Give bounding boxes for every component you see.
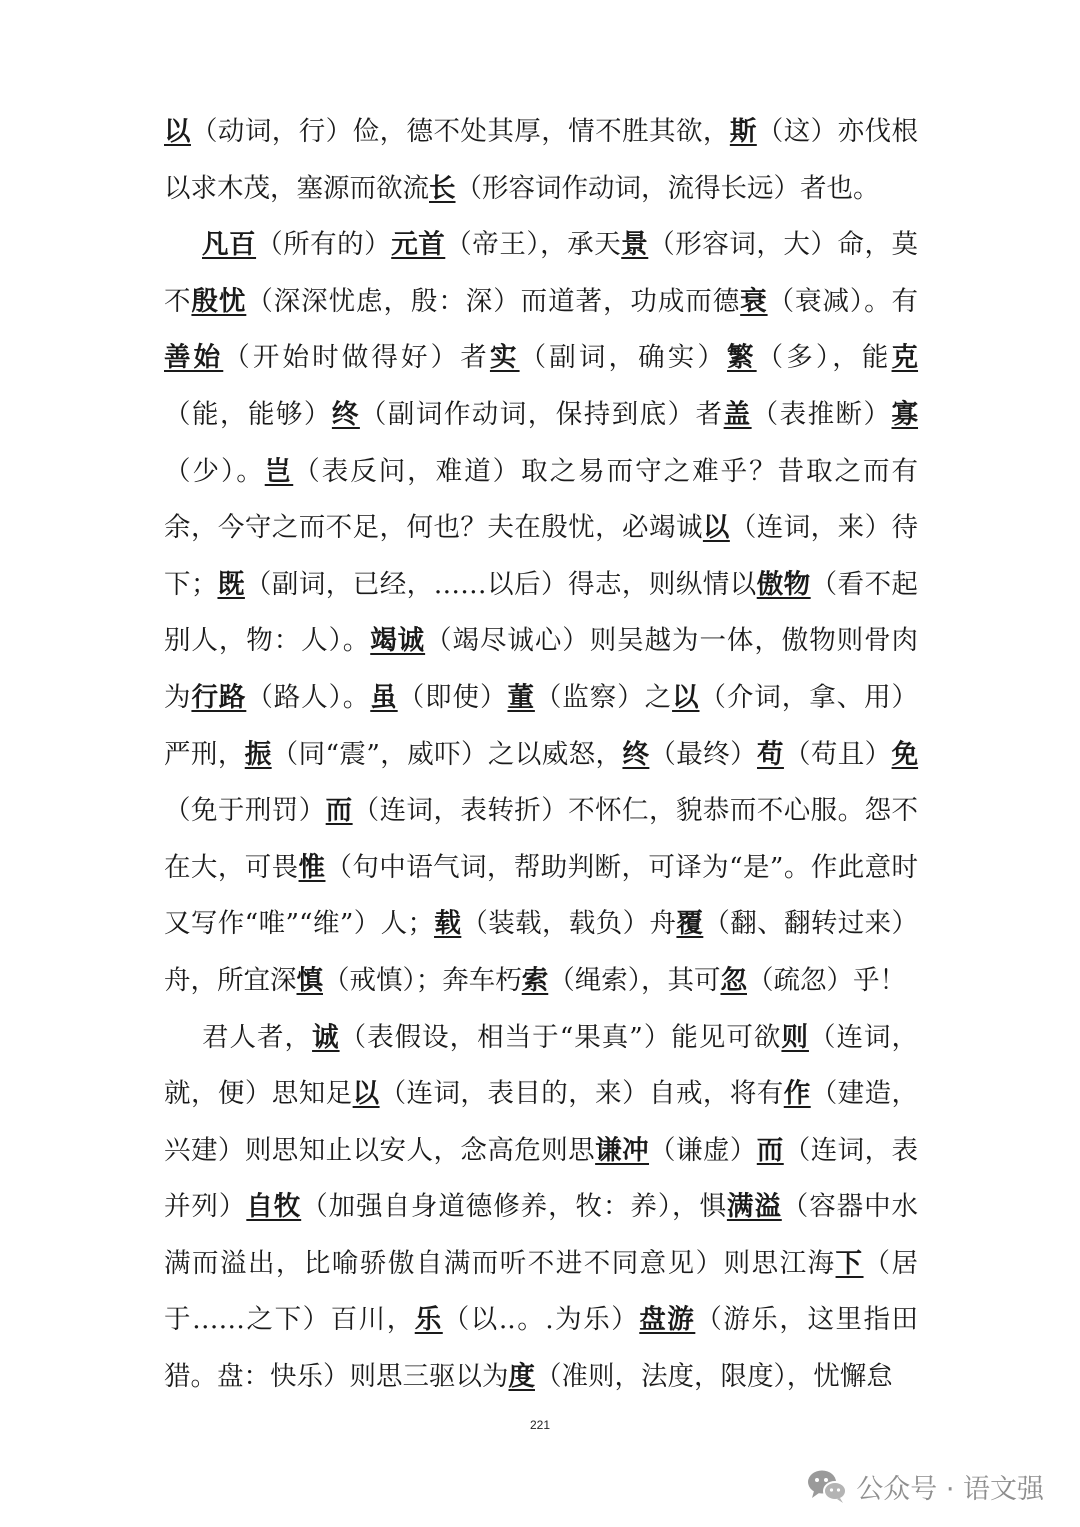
text-segment: （介词，拿、用）严刑，	[164, 681, 919, 770]
text-segment: （句中语气词，帮助判断，可译为“是”。作此意时又写作“唯”“维”）人；	[164, 851, 919, 940]
text-segment: （加强自身道德修养，牧：养），惧	[301, 1191, 727, 1223]
text-segment: （形容词作动词，流得长远）者也。	[455, 172, 880, 204]
watermark-text: 公众号 · 语文强	[856, 1473, 1044, 1505]
annotated-term: 董	[507, 681, 535, 713]
annotated-term: 而	[756, 1134, 784, 1166]
text-segment: 君人者，	[202, 1021, 313, 1053]
annotated-term: 度	[508, 1361, 535, 1393]
annotated-term: 行路	[191, 681, 247, 713]
annotated-term: 既	[217, 568, 245, 600]
text-segment: （能，能够）	[164, 398, 332, 430]
text-segment: （苟且）	[783, 738, 892, 770]
annotated-term: 以	[672, 681, 700, 713]
annotated-term: 免	[891, 738, 919, 770]
text-segment: （连词，就，便）思知足	[164, 1021, 918, 1110]
text-segment: （路人）。	[246, 681, 371, 713]
text-segment: （连词，表转折）不怀仁，貌恭而不心服。怨不在大，可畏	[164, 795, 919, 883]
annotated-term: 虽	[370, 681, 398, 713]
text-segment: （连词，来）待下；	[164, 512, 919, 600]
annotated-term: 慎	[296, 964, 323, 996]
annotated-term: 以	[352, 1078, 380, 1110]
text-segment: （建造，兴建）则思知止以安人，念高危则思	[164, 1078, 919, 1166]
text-segment: （副词，确实）	[519, 342, 727, 374]
text-segment: （即使）	[397, 681, 508, 713]
annotated-term: 满溢	[726, 1191, 782, 1223]
text-segment: （准则，法度，限度），忧懈怠	[535, 1361, 893, 1393]
text-segment: （竭尽诚心）则吴越为一体，傲物则骨肉为	[164, 625, 919, 713]
annotated-term: 终	[622, 738, 650, 770]
text-segment: （表反问，难道）取之易而守之难乎？昔取之而有余，今守之而不足，何也？夫在殷忧，必竭诚	[164, 455, 919, 544]
text-segment: （这）亦伐根以求木茂，塞源而欲流	[164, 116, 919, 204]
text-segment: （翻、翻转过来）舟，所宜深	[164, 908, 919, 996]
text-segment: （开始时做得好）者	[223, 342, 490, 374]
annotated-term: 善始	[164, 342, 224, 374]
text-segment: （看不起别人，物：人）。	[164, 568, 919, 657]
text-segment: （帝王），承天	[445, 229, 622, 261]
annotated-term: 乐	[414, 1304, 443, 1336]
annotated-term: 傲物	[756, 568, 811, 600]
annotated-term: 以	[164, 116, 191, 147]
annotated-term: 景	[621, 229, 649, 261]
text-segment: （所有的）	[256, 229, 392, 261]
page-number: 221	[529, 1418, 551, 1432]
text-segment: （衰减）。有	[767, 285, 919, 317]
text-segment: （免于刑罚）	[164, 795, 326, 827]
annotated-term: 竭诚	[370, 625, 426, 657]
annotated-term: 克	[891, 342, 919, 374]
annotated-term: 凡百	[202, 229, 257, 261]
paragraph-1	[164, 104, 918, 217]
text-segment: （深深忧虑，殷：深）而道著，功成而德	[246, 285, 741, 317]
text-segment: （少）。	[164, 455, 265, 487]
annotated-term: 以	[702, 512, 730, 544]
annotated-term: 索	[521, 964, 549, 996]
annotated-term: 覆	[676, 908, 704, 940]
text-segment: （容器中水满而溢出，比喻骄傲自满而听不进不同意见）则思江海	[164, 1191, 919, 1279]
annotated-term: 斯	[729, 116, 757, 147]
annotated-term: 而	[325, 795, 353, 827]
paragraph-3	[164, 1010, 918, 1406]
annotated-term: 长	[429, 172, 456, 204]
annotated-term: 忽	[720, 964, 747, 996]
annotated-term: 振	[244, 738, 272, 770]
text-segment: （表推断）	[751, 398, 892, 430]
annotated-term: 则	[781, 1021, 809, 1053]
text-segment: （动词，行）俭，德不处其厚，情不胜其欲，	[190, 116, 730, 147]
text-segment: （副词，已经，……以后）得志，则纵情以	[244, 568, 757, 600]
text-segment: （戒慎）；奔车朽	[323, 964, 522, 996]
text-segment: （游乐，这里指田猎。盘：快乐）则思三驱以为	[164, 1304, 919, 1393]
annotated-term: 实	[489, 342, 520, 374]
annotated-term: 岂	[264, 455, 294, 487]
text-segment: （表假设，相当于“果真”）能见可欲	[339, 1021, 782, 1053]
annotated-term: 诚	[312, 1021, 340, 1053]
text-segment: （居于……之下）百川，	[164, 1247, 919, 1336]
text-segment: （监察）之	[534, 681, 673, 713]
annotated-term: 元首	[391, 229, 446, 261]
annotated-term: 苟	[757, 738, 784, 770]
text-segment: （副词作动词，保持到底）者	[359, 398, 724, 430]
text-segment: （疏忽）乎！	[747, 964, 906, 996]
document-body	[164, 104, 918, 1406]
text-segment: （以..。.为乐）	[442, 1304, 640, 1336]
text-segment: （同“震”，威吓）之以威怒，	[271, 738, 623, 770]
text-segment: （最终）	[649, 738, 758, 770]
annotated-term: 自牧	[246, 1191, 302, 1223]
annotated-term: 盖	[723, 398, 752, 430]
text-segment: （连词，表并列）	[164, 1134, 919, 1223]
annotated-term: 寡	[891, 398, 919, 430]
text-segment: （形容词，大）命，莫不	[164, 229, 919, 317]
text-segment: （连词，表目的，来）自戒，将有	[379, 1078, 784, 1110]
annotated-term: 惟	[298, 851, 326, 883]
text-segment: （绳索），其可	[548, 964, 721, 996]
annotated-term: 殷忧	[191, 285, 247, 317]
annotated-term: 作	[783, 1078, 811, 1110]
text-segment: （谦虚）	[649, 1134, 757, 1166]
annotated-term: 下	[835, 1247, 864, 1279]
text-segment: （装载，载负）舟	[461, 908, 677, 940]
annotated-term: 盘游	[639, 1304, 696, 1336]
text-segment: （多），能	[756, 342, 892, 374]
annotated-term: 载	[434, 908, 462, 940]
paragraph-2	[164, 217, 918, 1009]
wechat-icon	[806, 1468, 848, 1504]
annotated-term: 繁	[727, 342, 757, 374]
annotated-term: 终	[331, 398, 360, 430]
annotated-term: 谦冲	[595, 1134, 650, 1166]
annotated-term: 衰	[740, 285, 768, 317]
watermark	[806, 1466, 1044, 1506]
